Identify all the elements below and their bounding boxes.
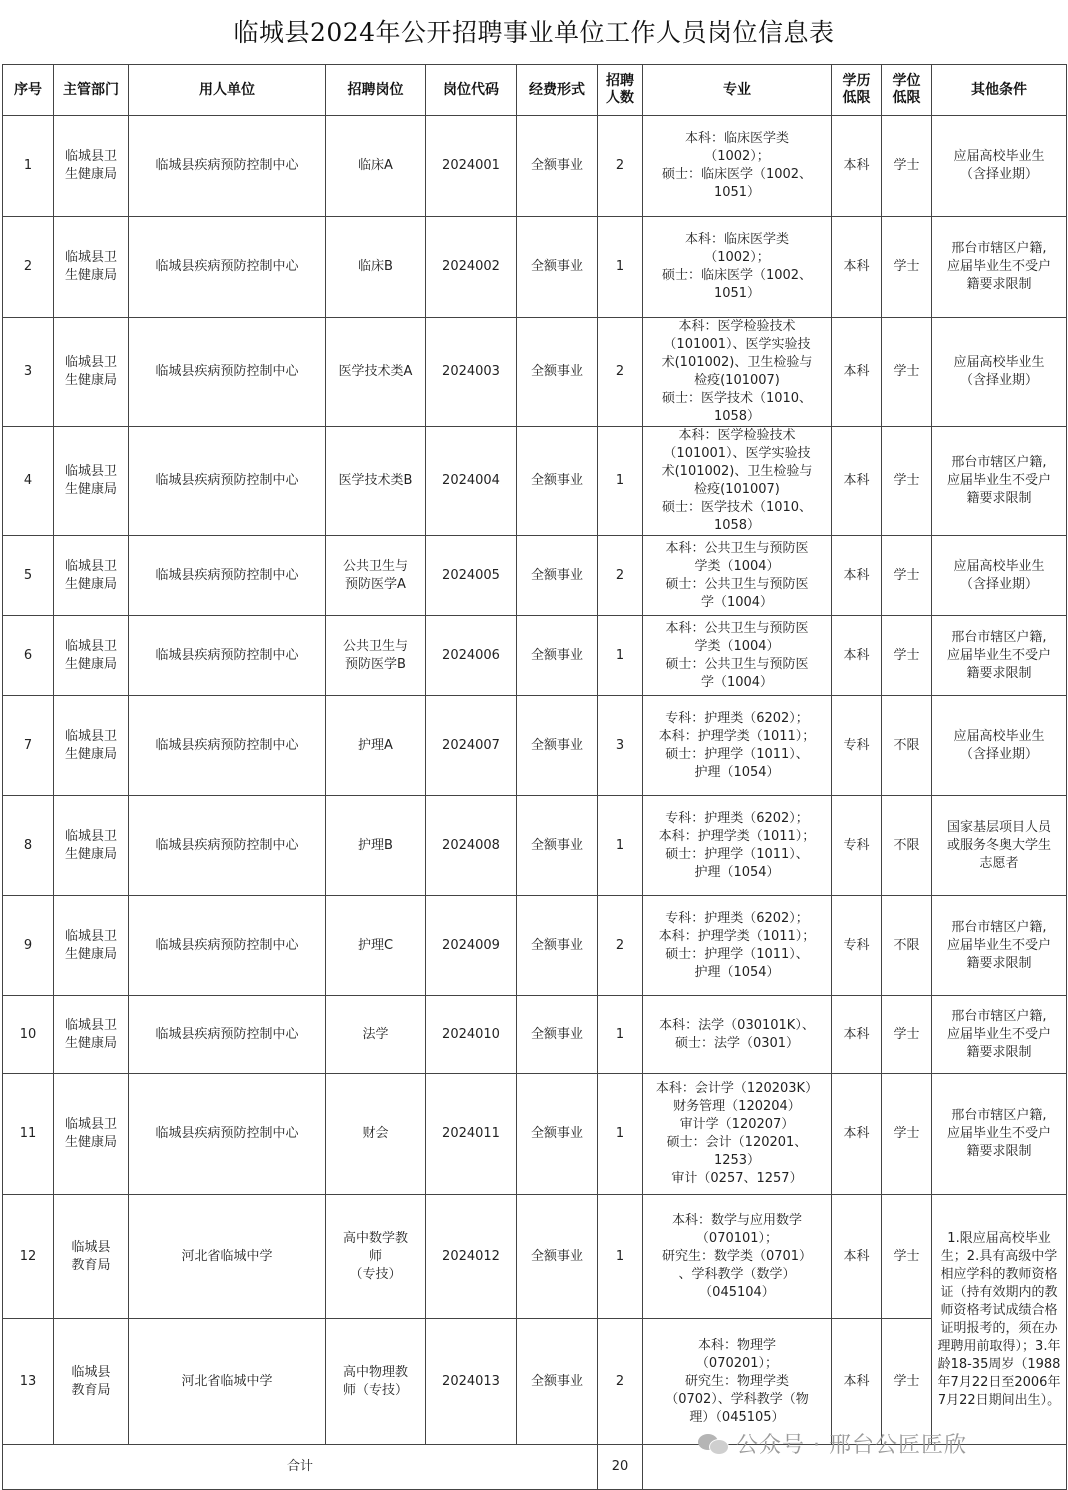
dept-cell: 临城县卫 生健康局: [54, 996, 129, 1074]
degree-cell: 学士: [882, 217, 932, 318]
code-cell: 2024013: [426, 1319, 517, 1445]
major-cell: 本科：法学（030101K）、 硕士：法学（0301）: [643, 996, 832, 1074]
edu-cell: 本科: [832, 116, 882, 217]
header-unit: 用人单位: [129, 65, 326, 116]
degree-cell: 学士: [882, 318, 932, 427]
edu-cell: 专科: [832, 696, 882, 796]
unit-cell: 临城县疾病预防控制中心: [129, 996, 326, 1074]
edu-cell: 本科: [832, 1195, 882, 1319]
code-cell: 2024005: [426, 536, 517, 616]
page-title: 临城县2024年公开招聘事业单位工作人员岗位信息表: [233, 18, 835, 47]
funding-cell: 全额事业: [517, 116, 598, 217]
post-cell: 护理C: [326, 896, 426, 996]
edu-cell: 本科: [832, 616, 882, 696]
count-cell: 3: [598, 696, 643, 796]
dept-cell: 临城县卫 生健康局: [54, 796, 129, 896]
header-funding: 经费形式: [517, 65, 598, 116]
other-cell: 邢台市辖区户籍, 应届毕业生不受户 籍要求限制: [932, 996, 1067, 1074]
table-row: [3, 536, 1067, 616]
degree-cell: 学士: [882, 427, 932, 536]
count-cell: 2: [598, 896, 643, 996]
other-cell: 国家基层项目人员 或服务冬奥大学生 志愿者: [932, 796, 1067, 896]
header-major: 专业: [643, 65, 832, 116]
count-cell: 2: [598, 536, 643, 616]
total-count: 20: [598, 1445, 643, 1490]
degree-cell: 学士: [882, 536, 932, 616]
degree-cell: 学士: [882, 1319, 932, 1445]
code-cell: 2024012: [426, 1195, 517, 1319]
degree-cell: 学士: [882, 616, 932, 696]
table-row: [3, 1074, 1067, 1195]
table-row: [3, 116, 1067, 217]
dept-cell: 临城县卫 生健康局: [54, 427, 129, 536]
edu-cell: 专科: [832, 796, 882, 896]
funding-cell: 全额事业: [517, 696, 598, 796]
code-cell: 2024010: [426, 996, 517, 1074]
funding-cell: 全额事业: [517, 1195, 598, 1319]
code-cell: 2024011: [426, 1074, 517, 1195]
header-seq: 序号: [3, 65, 54, 116]
funding-cell: 全额事业: [517, 896, 598, 996]
code-cell: 2024001: [426, 116, 517, 217]
other-cell: 邢台市辖区户籍, 应届毕业生不受户 籍要求限制: [932, 1074, 1067, 1195]
post-cell: 高中物理教 师（专技）: [326, 1319, 426, 1445]
unit-cell: 临城县疾病预防控制中心: [129, 1074, 326, 1195]
watermark: [698, 1426, 967, 1460]
unit-cell: 河北省临城中学: [129, 1319, 326, 1445]
header-code: 岗位代码: [426, 65, 517, 116]
major-cell: 本科：公共卫生与预防医 学类（1004） 硕士：公共卫生与预防医 学（1004）: [643, 536, 832, 616]
edu-cell: 本科: [832, 996, 882, 1074]
count-cell: 1: [598, 1074, 643, 1195]
funding-cell: 全额事业: [517, 996, 598, 1074]
count-cell: 2: [598, 318, 643, 427]
funding-cell: 全额事业: [517, 427, 598, 536]
header-degree: 学位 低限: [882, 65, 932, 116]
unit-cell: 临城县疾病预防控制中心: [129, 217, 326, 318]
seq-cell: 3: [3, 318, 54, 427]
edu-cell: 本科: [832, 1319, 882, 1445]
header-other: 其他条件: [932, 65, 1067, 116]
wechat-icon: [698, 1431, 728, 1455]
funding-cell: 全额事业: [517, 616, 598, 696]
count-cell: 1: [598, 1195, 643, 1319]
dept-cell: 临城县卫 生健康局: [54, 116, 129, 217]
post-cell: 医学技术类A: [326, 318, 426, 427]
funding-cell: 全额事业: [517, 796, 598, 896]
other-cell: 邢台市辖区户籍, 应届毕业生不受户 籍要求限制: [932, 616, 1067, 696]
watermark-text: 公众号 · 邢台公匠匠欣: [736, 1432, 967, 1458]
count-cell: 1: [598, 217, 643, 318]
positions-table: [2, 64, 1067, 1490]
code-cell: 2024007: [426, 696, 517, 796]
edu-cell: 本科: [832, 536, 882, 616]
seq-cell: 11: [3, 1074, 54, 1195]
other-cell: 邢台市辖区户籍, 应届毕业生不受户 籍要求限制: [932, 427, 1067, 536]
code-cell: 2024009: [426, 896, 517, 996]
major-cell: 本科：临床医学类 （1002）； 硕士：临床医学（1002、 1051）: [643, 217, 832, 318]
table-row: [3, 217, 1067, 318]
post-cell: 财会: [326, 1074, 426, 1195]
degree-cell: 学士: [882, 1074, 932, 1195]
post-cell: 护理A: [326, 696, 426, 796]
table-row: [3, 696, 1067, 796]
seq-cell: 13: [3, 1319, 54, 1445]
table-row: [3, 896, 1067, 996]
table-row: [3, 996, 1067, 1074]
post-cell: 高中数学教 师 （专技）: [326, 1195, 426, 1319]
seq-cell: 7: [3, 696, 54, 796]
major-cell: 本科：医学检验技术 （101001）、医学实验技 术(101002)、卫生检验与 检疫(101007) 硕士：医学技术（1010、 1058）: [643, 427, 832, 536]
other-cell: 邢台市辖区户籍, 应届毕业生不受户 籍要求限制: [932, 217, 1067, 318]
count-cell: 2: [598, 116, 643, 217]
code-cell: 2024003: [426, 318, 517, 427]
post-cell: 公共卫生与 预防医学A: [326, 536, 426, 616]
seq-cell: 4: [3, 427, 54, 536]
count-cell: 1: [598, 796, 643, 896]
header-dept: 主管部门: [54, 65, 129, 116]
degree-cell: 学士: [882, 996, 932, 1074]
post-cell: 法学: [326, 996, 426, 1074]
dept-cell: 临城县卫 生健康局: [54, 318, 129, 427]
post-cell: 临床B: [326, 217, 426, 318]
teacher-conditions-cell: 1.限应届高校毕业生；2.具有高级中学相应学科的教师资格证（持有效期内的教师资格考试成绩合格证明报考的，须在办理聘用前取得）；3.年龄18-35周岁（1988年7月22日至2006年7月22日期间出生）。: [932, 1195, 1067, 1445]
post-cell: 公共卫生与 预防医学B: [326, 616, 426, 696]
other-cell: 应届高校毕业生 （含择业期）: [932, 536, 1067, 616]
code-cell: 2024008: [426, 796, 517, 896]
unit-cell: 临城县疾病预防控制中心: [129, 896, 326, 996]
table-row: [3, 796, 1067, 896]
major-cell: 专科：护理类（6202）； 本科：护理学类（1011）； 硕士：护理学（1011）、 护理（1054）: [643, 896, 832, 996]
major-cell: 本科：医学检验技术 （101001）、医学实验技 术(101002)、卫生检验与 检疫(101007) 硕士：医学技术（1010、 1058）: [643, 318, 832, 427]
unit-cell: 河北省临城中学: [129, 1195, 326, 1319]
edu-cell: 专科: [832, 896, 882, 996]
dept-cell: 临城县 教育局: [54, 1195, 129, 1319]
seq-cell: 2: [3, 217, 54, 318]
header-row: [3, 65, 1067, 116]
dept-cell: 临城县卫 生健康局: [54, 1074, 129, 1195]
post-cell: 医学技术类B: [326, 427, 426, 536]
seq-cell: 10: [3, 996, 54, 1074]
funding-cell: 全额事业: [517, 536, 598, 616]
degree-cell: 不限: [882, 796, 932, 896]
edu-cell: 本科: [832, 318, 882, 427]
major-cell: 本科：物理学 （070201）； 研究生：物理学类 （0702）、学科教学（物 理）（045105）: [643, 1319, 832, 1445]
edu-cell: 本科: [832, 217, 882, 318]
funding-cell: 全额事业: [517, 217, 598, 318]
major-cell: 本科：临床医学类 （1002）； 硕士：临床医学（1002、 1051）: [643, 116, 832, 217]
count-cell: 1: [598, 616, 643, 696]
degree-cell: 不限: [882, 896, 932, 996]
edu-cell: 本科: [832, 1074, 882, 1195]
count-cell: 1: [598, 996, 643, 1074]
header-edu: 学历 低限: [832, 65, 882, 116]
funding-cell: 全额事业: [517, 1074, 598, 1195]
unit-cell: 临城县疾病预防控制中心: [129, 427, 326, 536]
dept-cell: 临城县 教育局: [54, 1319, 129, 1445]
major-cell: 本科：公共卫生与预防医 学类（1004） 硕士：公共卫生与预防医 学（1004）: [643, 616, 832, 696]
dept-cell: 临城县卫 生健康局: [54, 896, 129, 996]
table-row: [3, 427, 1067, 536]
dept-cell: 临城县卫 生健康局: [54, 616, 129, 696]
seq-cell: 12: [3, 1195, 54, 1319]
header-count: 招聘 人数: [598, 65, 643, 116]
other-cell: 应届高校毕业生 （含择业期）: [932, 696, 1067, 796]
unit-cell: 临城县疾病预防控制中心: [129, 616, 326, 696]
major-cell: 专科：护理类（6202）； 本科：护理学类（1011）； 硕士：护理学（1011）、 护理（1054）: [643, 796, 832, 896]
count-cell: 1: [598, 427, 643, 536]
edu-cell: 本科: [832, 427, 882, 536]
table-row: [3, 1195, 1067, 1319]
total-label: 合计: [3, 1445, 598, 1490]
seq-cell: 9: [3, 896, 54, 996]
funding-cell: 全额事业: [517, 318, 598, 427]
seq-cell: 8: [3, 796, 54, 896]
table-row: [3, 318, 1067, 427]
degree-cell: 不限: [882, 696, 932, 796]
seq-cell: 6: [3, 616, 54, 696]
degree-cell: 学士: [882, 116, 932, 217]
code-cell: 2024002: [426, 217, 517, 318]
table-row: [3, 616, 1067, 696]
degree-cell: 学士: [882, 1195, 932, 1319]
unit-cell: 临城县疾病预防控制中心: [129, 536, 326, 616]
unit-cell: 临城县疾病预防控制中心: [129, 696, 326, 796]
header-post: 招聘岗位: [326, 65, 426, 116]
unit-cell: 临城县疾病预防控制中心: [129, 796, 326, 896]
seq-cell: 1: [3, 116, 54, 217]
other-cell: 应届高校毕业生 （含择业期）: [932, 116, 1067, 217]
major-cell: 本科：会计学（120203K） 财务管理（120204） 审计学（120207） 硕士：会计（120201、 1253） 审计（0257、1257）: [643, 1074, 832, 1195]
major-cell: 专科：护理类（6202）； 本科：护理学类（1011）； 硕士：护理学（1011）、 护理（1054）: [643, 696, 832, 796]
other-cell: 邢台市辖区户籍, 应届毕业生不受户 籍要求限制: [932, 896, 1067, 996]
post-cell: 护理B: [326, 796, 426, 896]
unit-cell: 临城县疾病预防控制中心: [129, 318, 326, 427]
dept-cell: 临城县卫 生健康局: [54, 536, 129, 616]
major-cell: 本科：数学与应用数学 （070101）； 研究生：数学类（0701） 、学科教学（数学） （045104）: [643, 1195, 832, 1319]
count-cell: 2: [598, 1319, 643, 1445]
post-cell: 临床A: [326, 116, 426, 217]
dept-cell: 临城县卫 生健康局: [54, 217, 129, 318]
funding-cell: 全额事业: [517, 1319, 598, 1445]
unit-cell: 临城县疾病预防控制中心: [129, 116, 326, 217]
code-cell: 2024004: [426, 427, 517, 536]
dept-cell: 临城县卫 生健康局: [54, 696, 129, 796]
other-cell: 应届高校毕业生 （含择业期）: [932, 318, 1067, 427]
seq-cell: 5: [3, 536, 54, 616]
code-cell: 2024006: [426, 616, 517, 696]
